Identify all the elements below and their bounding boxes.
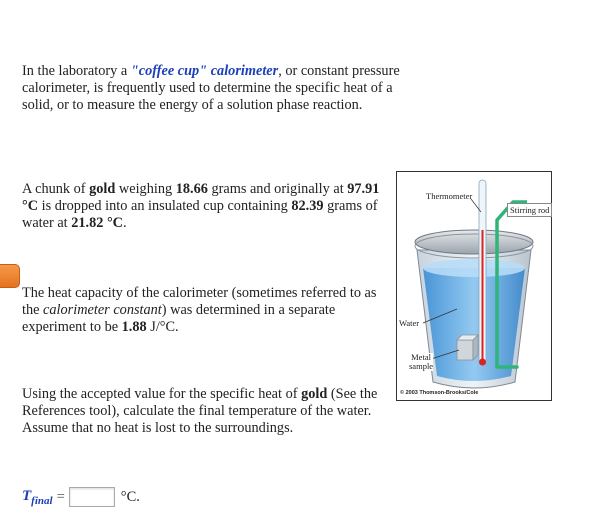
water-label: Water bbox=[399, 318, 420, 328]
intro-text-2: , or constant pressure calorimeter, is frequently used to determine the specific heat of a solid, or to measure the energy of a solution phase reaction. bbox=[22, 63, 400, 113]
copyright-notice: © 2003 Thomson-Brooks/Cole bbox=[400, 390, 479, 396]
problem-paragraph: A chunk of gold weighing 18.66 grams and originally at 97.91 °C is dropped into an insulated cup containing 82.39 grams of water at 21.82 °C. bbox=[22, 181, 380, 231]
thermometer-bulb bbox=[479, 359, 486, 366]
metal-sample bbox=[457, 340, 473, 360]
calorimeter-figure bbox=[396, 171, 552, 401]
heat-capacity-paragraph: The heat capacity of the calorimeter (sometimes referred to as the calorimeter constant) was determined in a separate experiment to be 1.88 J/°C. bbox=[22, 285, 377, 335]
metal-temperature: 97.91 °C bbox=[22, 181, 380, 214]
water-temperature: 21.82 °C bbox=[71, 215, 124, 231]
calorimeter-constant-term: calorimeter constant bbox=[43, 302, 162, 318]
side-tab-handle[interactable] bbox=[0, 264, 20, 288]
equals-sign: = bbox=[56, 488, 65, 505]
t-final-label: $T_{final}$ bbox=[22, 487, 53, 507]
metal-name: gold bbox=[89, 181, 116, 197]
thermometer-mercury bbox=[482, 230, 484, 360]
coffee-cup-term: "coffee cup" calorimeter bbox=[130, 63, 279, 79]
task-metal-name: gold bbox=[301, 386, 328, 402]
water-mass: 82.39 bbox=[291, 198, 324, 214]
stirring-rod-label: Stirring rod bbox=[507, 203, 552, 217]
final-temperature-input[interactable] bbox=[69, 487, 115, 507]
answer-unit: °C. bbox=[120, 488, 140, 505]
thermometer-label: Thermometer bbox=[426, 191, 473, 201]
intro-text-1: In the laboratory a bbox=[22, 63, 131, 79]
water-surface bbox=[423, 259, 525, 277]
metal-sample-label: Metal sample bbox=[409, 352, 434, 371]
answer-row bbox=[22, 487, 140, 507]
intro-paragraph bbox=[22, 63, 402, 114]
task-paragraph: Using the accepted value for the specific heat of gold (See the References tool), calculate the final temperature of the water. Assume that no heat is lost to the surroundings. bbox=[22, 386, 378, 436]
water-body bbox=[423, 268, 525, 381]
heat-capacity-value: 1.88 bbox=[121, 319, 147, 335]
metal-mass: 18.66 bbox=[175, 181, 208, 197]
